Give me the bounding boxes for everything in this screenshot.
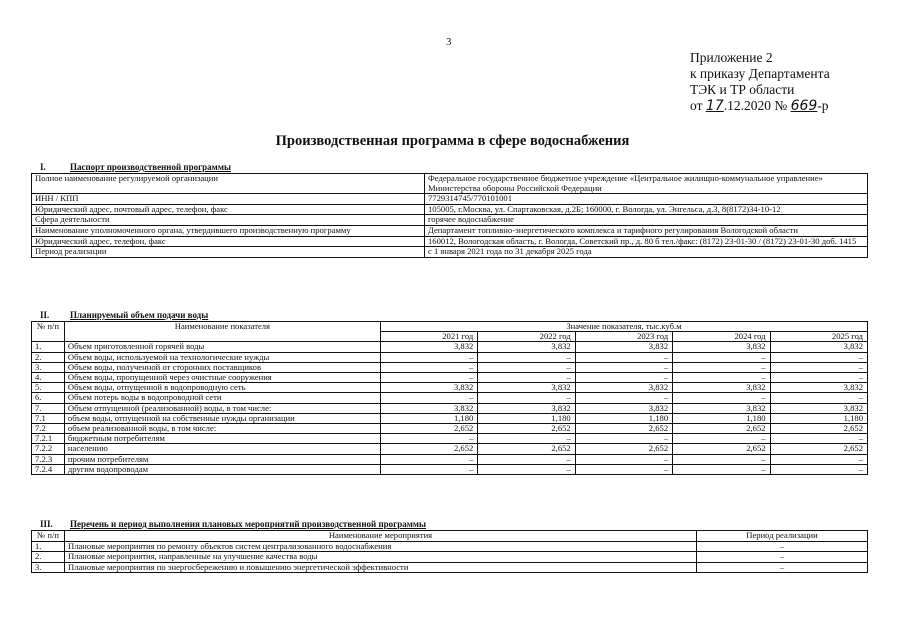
passport-value: горячее водоснабжение [425,215,868,226]
indicator-value: – [770,362,867,372]
date-prefix: от [690,98,703,113]
measures-table [31,530,868,573]
indicator-value: 2,652 [380,424,477,434]
row-number: 7.2.1 [32,434,65,444]
indicator-value: – [380,393,477,403]
indicator-value: – [478,362,575,372]
indicator-value: 3,832 [673,383,770,393]
col-num-header: № п/п [32,322,65,342]
order-number-suffix: -р [817,98,829,113]
indicator-value: – [770,373,867,383]
passport-value: 160012, Вологодская область, г. Вологда, Советский пр., д. 80 б тел./факс: (8172) 23-01-30 / (8172) 23-01-30 доб. 1415 [425,236,868,247]
table-row [32,444,868,454]
appendix-line1: Приложение 2 [690,50,773,65]
indicator-value: 2,652 [478,444,575,454]
indicator-name: бюджетным потребителям [64,434,380,444]
table-row [32,552,868,563]
row-number: 7.2.4 [32,464,65,474]
indicator-value: 2,652 [770,444,867,454]
table-row [32,413,868,423]
table-row [32,352,868,362]
row-number: 7.2 [32,424,65,434]
passport-label: Сфера деятельности [32,215,425,226]
indicator-name: прочим потребителям [64,454,380,464]
indicator-value: 2,652 [673,444,770,454]
passport-label: ИНН / КПП [32,194,425,205]
indicator-name: Объем воды, используемой на технологические нужды [64,352,380,362]
appendix-line2: к приказу Департамента [690,66,830,81]
table-row [32,424,868,434]
row-number: 1. [32,342,65,352]
indicator-name: объем воды, отпущенной на собственные нужды организации [64,413,380,423]
indicator-value: 2,652 [478,424,575,434]
indicator-value: – [673,434,770,444]
indicator-value: – [770,393,867,403]
passport-table [31,173,868,258]
indicator-value: – [478,393,575,403]
section2-title: Планируемый объем подачи воды [70,310,209,320]
indicator-value: – [380,464,477,474]
row-number: 7.2.2 [32,444,65,454]
indicator-value: – [770,434,867,444]
indicator-value: 2,652 [575,444,672,454]
row-number: 6. [32,393,65,403]
section3-heading [40,519,426,529]
indicator-value: – [770,464,867,474]
indicator-value: 1,180 [575,413,672,423]
appendix-block [690,50,830,114]
indicator-value: – [673,352,770,362]
indicator-value: – [575,434,672,444]
indicator-value: – [380,352,477,362]
row-number: 2. [32,552,65,563]
table-row [32,403,868,413]
row-number: 5. [32,383,65,393]
indicator-value: 1,180 [380,413,477,423]
measure-name: Плановые мероприятия по ремонту объектов систем централизованного водоснабжения [65,541,697,552]
indicator-name: населению [64,444,380,454]
row-number: 3. [32,362,65,372]
indicator-value: – [478,454,575,464]
section3-title: Перечень и период выполнения плановых мероприятий производственной программы [70,519,427,529]
year-header: 2025 год [770,332,867,342]
table-header-row [32,531,868,542]
passport-label: Наименование уполномоченного органа, утвердившего производственную программу [32,225,425,236]
table-row [32,194,868,205]
indicator-value: – [673,464,770,474]
indicator-name: Объем воды, пропущенной через очистные сооружения [64,373,380,383]
indicator-value: – [575,362,672,372]
indicator-value: 3,832 [380,403,477,413]
passport-label: Полное наименование регулируемой организации [32,174,425,194]
indicator-value: 2,652 [673,424,770,434]
year-header: 2024 год [673,332,770,342]
indicator-value: 3,832 [673,403,770,413]
row-number: 1. [32,541,65,552]
indicator-value: – [575,373,672,383]
indicator-value: 3,832 [478,403,575,413]
section2-heading [40,310,208,320]
indicator-value: – [673,454,770,464]
indicator-value: 2,652 [575,424,672,434]
indicator-value: 2,652 [380,444,477,454]
table-row [32,434,868,444]
indicator-value: – [575,464,672,474]
col-name-header: Наименование мероприятия [65,531,697,542]
row-number: 3. [32,562,65,573]
indicator-value: 3,832 [575,342,672,352]
measure-period: – [697,562,868,573]
table-row [32,225,868,236]
passport-value: 7729314745/770101001 [425,194,868,205]
row-number: 2. [32,352,65,362]
col-value-header: Значение показателя, тыс.куб.м [380,322,867,332]
row-number: 7.1 [32,413,65,423]
indicator-value: – [770,454,867,464]
indicator-value: – [673,362,770,372]
indicator-value: 1,180 [673,413,770,423]
indicator-value: – [575,393,672,403]
col-num-header: № п/п [32,531,65,542]
indicator-value: 3,832 [770,342,867,352]
indicator-value: 2,652 [770,424,867,434]
indicator-name: Объем потерь воды в водопроводной сети [64,393,380,403]
indicator-value: 1,180 [770,413,867,423]
passport-label: Юридический адрес, телефон, факс [32,236,425,247]
year-header: 2023 год [575,332,672,342]
indicator-value: 3,832 [575,383,672,393]
row-number: 4. [32,373,65,383]
table-row [32,204,868,215]
indicator-name: другим водопроводам [64,464,380,474]
section1-heading [40,162,231,172]
section1-title: Паспорт производственной программы [70,162,231,172]
indicator-value: 3,832 [575,403,672,413]
measure-period: – [697,541,868,552]
document-title: Производственная программа в сфере водоснабжения [275,133,630,149]
table-row [32,454,868,464]
table-row [32,562,868,573]
indicator-name: Объем воды, полученной от сторонних поставщиков [64,362,380,372]
indicator-value: – [673,373,770,383]
indicator-name: Объем отпущенной (реализованной) воды, в том числе: [64,403,380,413]
section1-number: I. [40,162,46,172]
col-name-header: Наименование показателя [64,322,380,342]
indicator-name: Объем приготовленной горячей воды [64,342,380,352]
indicator-name: объем реализованной воды, в том числе: [64,424,380,434]
table-row [32,236,868,247]
measure-period: – [697,552,868,563]
table-row [32,464,868,474]
table-row [32,215,868,226]
appendix-date-line [690,98,830,114]
table-row [32,373,868,383]
passport-label: Период реализации [32,247,425,258]
indicator-name: Объем воды, отпущенной в водопроводную сеть [64,383,380,393]
table-row [32,174,868,194]
order-number-handwritten: 669 [790,98,818,114]
table-row [32,541,868,552]
indicator-value: 3,832 [673,342,770,352]
indicator-value: – [380,362,477,372]
indicator-value: – [575,454,672,464]
year-header: 2021 год [380,332,477,342]
indicator-value: 3,832 [380,383,477,393]
water-volume-body [32,342,868,475]
indicator-value: – [380,454,477,464]
row-number: 7.2.3 [32,454,65,464]
table-row [32,393,868,403]
passport-value: с 1 января 2021 года по 31 декабря 2025 года [425,247,868,258]
passport-value: Федеральное государственное бюджетное учреждение «Центральное жилищно-коммунальное управление» Министерства обороны Российской Федерации [425,174,868,194]
water-volume-table [31,321,868,475]
date-rest: .12.2020 № [723,98,788,113]
indicator-value: – [478,373,575,383]
indicator-value: – [673,393,770,403]
indicator-value: 3,832 [478,383,575,393]
indicator-value: 3,832 [478,342,575,352]
row-number: 7. [32,403,65,413]
passport-value: 105005, г.Москва, ул. Спартаковская, д.2Б; 160000, г. Вологда, ул. Энгельса, д.3, 8(8172)34-10-12 [425,204,868,215]
indicator-value: – [478,464,575,474]
table-row [32,247,868,258]
indicator-value: – [478,434,575,444]
indicator-value: – [380,373,477,383]
table-row [32,362,868,372]
passport-label: Юридический адрес, почтовый адрес, телефон, факс [32,204,425,215]
year-header: 2022 год [478,332,575,342]
page-number: 3 [446,36,452,48]
indicator-value: 3,832 [380,342,477,352]
measure-name: Плановые мероприятия по энергосбережению и повышению энергетической эффективности [65,562,697,573]
section3-number: III. [40,519,53,529]
section2-number: II. [40,310,50,320]
passport-value: Департамент топливно-энергетического комплекса и тарифного регулирования Вологодской области [425,225,868,236]
measure-name: Плановые мероприятия, направленные на улучшение качества воды [65,552,697,563]
table-row [32,383,868,393]
indicator-value: – [478,352,575,362]
indicator-value: – [770,352,867,362]
date-day-handwritten: 17 [705,98,724,114]
indicator-value: – [380,434,477,444]
appendix-line3: ТЭК и ТР области [690,82,795,97]
indicator-value: 1,180 [478,413,575,423]
indicator-value: 3,832 [770,403,867,413]
table-header-row [32,322,868,332]
indicator-value: 3,832 [770,383,867,393]
table-row [32,342,868,352]
col-period-header: Период реализации [697,531,868,542]
indicator-value: – [575,352,672,362]
